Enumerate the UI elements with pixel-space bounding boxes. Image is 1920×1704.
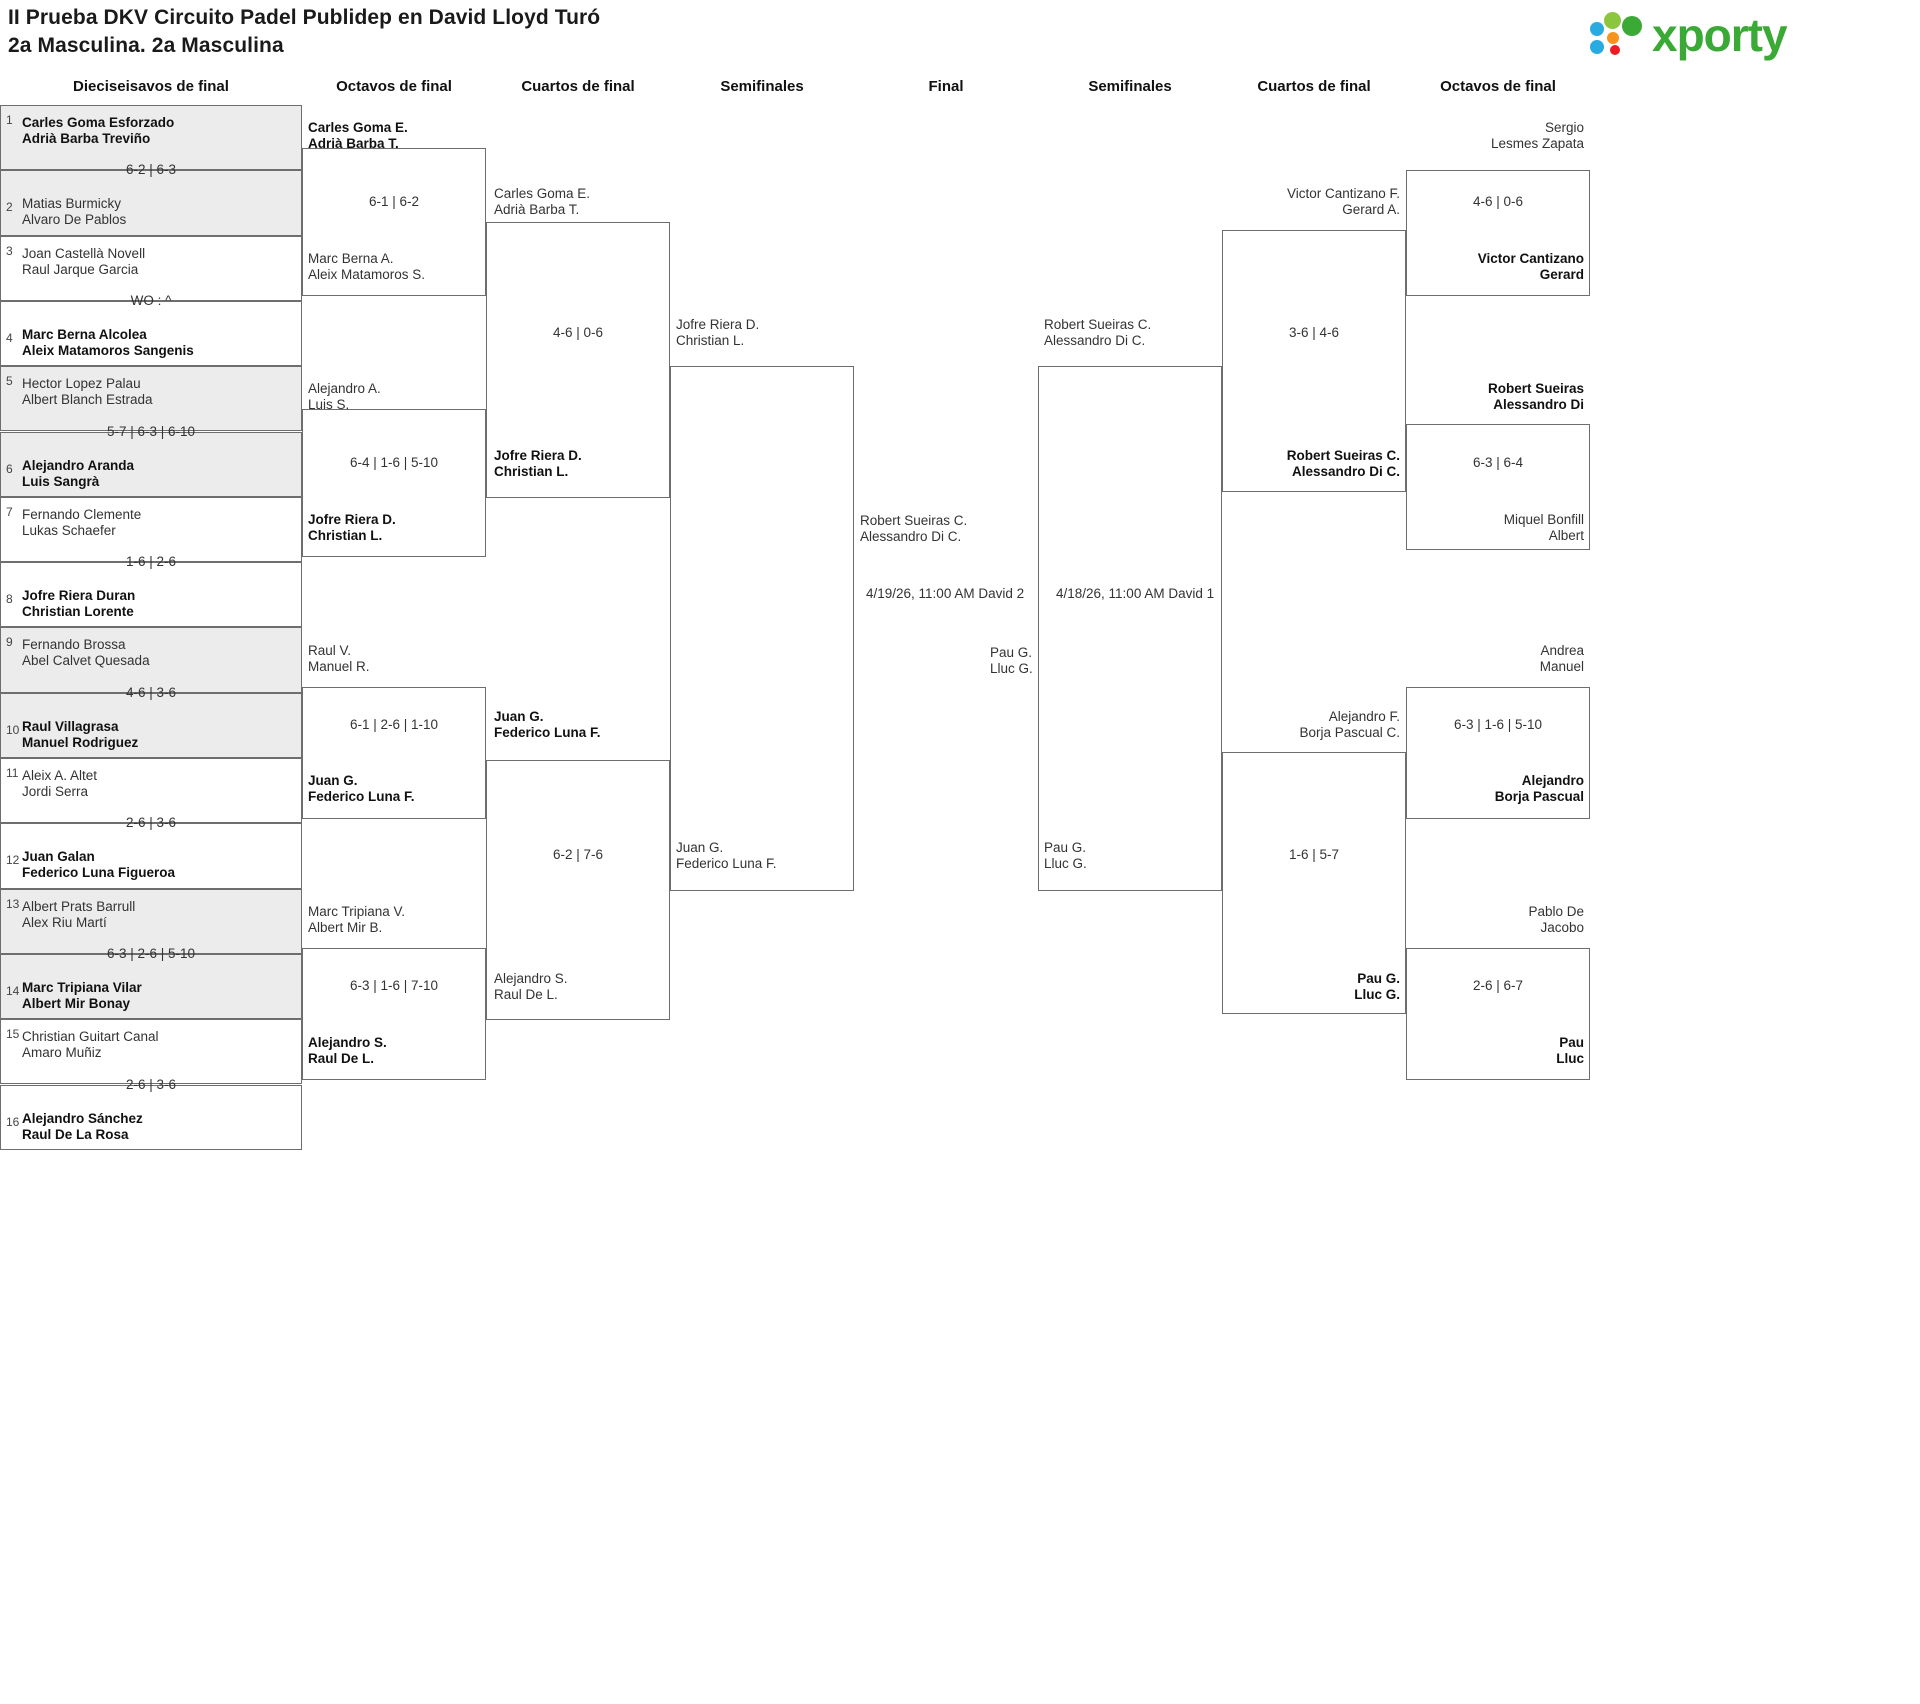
r3-player1-4: Alejandro S.: [494, 971, 568, 986]
right-r2-score-4: 2-6 | 6-7: [1472, 978, 1524, 993]
seed-player1-1: Carles Goma Esforzado: [22, 115, 175, 130]
r2-player1-7: Marc Tripiana V.: [308, 904, 406, 919]
page-subtitle: 2a Masculina. 2a Masculina: [8, 34, 284, 57]
r2-player2-7: Albert Mir B.: [308, 920, 383, 935]
seed-player1-6: Alejandro Aranda: [22, 457, 135, 473]
right-r2-team-1: [1406, 120, 1584, 152]
logo-wordmark: xporty: [1652, 9, 1787, 61]
seed-player1-13: Albert Prats Barrull: [22, 898, 136, 914]
seed-player2-9: Abel Calvet Quesada: [22, 653, 150, 669]
seed-player1-2: Matias Burmicky: [22, 196, 122, 212]
right-r3-team-1: [1222, 186, 1400, 218]
r1-score-6: 2-6 | 3-6: [125, 815, 177, 831]
r3-team-2: [494, 448, 582, 480]
right-r2-player2-1: Lesmes Zapata: [1490, 136, 1584, 151]
final-right-player1: Pau G.: [990, 645, 1033, 660]
seed-team-8: [22, 588, 135, 620]
seed-player2-10: Manuel Rodriguez: [22, 734, 139, 750]
right-r4-team-2: [1044, 840, 1087, 872]
final-right-team: [990, 645, 1033, 677]
r2-player1-5: Raul V.: [308, 643, 352, 658]
r3-score-1: 4-6 | 0-6: [552, 325, 604, 340]
seed-player1-5: Hector Lopez Palau: [22, 376, 141, 392]
right-r3-player2-2: Alessandro Di C.: [1291, 464, 1400, 479]
r2-player2-8: Raul De L.: [308, 1051, 375, 1066]
r2-score-4: 6-3 | 1-6 | 7-10: [349, 978, 439, 993]
round-header-2: Cuartos de final: [521, 78, 635, 95]
seed-player2-3: Raul Jarque Garcia: [22, 261, 139, 277]
r2-team-2: [308, 251, 425, 283]
seed-number-1: 1: [6, 113, 13, 127]
r3-team-1: [494, 186, 590, 218]
right-r3-team-2: [1222, 448, 1400, 480]
r2-team-5: [308, 643, 370, 675]
r4-connector-left: [670, 366, 854, 891]
right-r2-team-3: [1406, 381, 1584, 413]
r1-score-4: 1-6 | 2-6: [125, 554, 177, 570]
r3-player2-2: Christian L.: [494, 464, 569, 479]
r3-team-3: [494, 709, 601, 741]
round-header-7: Octavos de final: [1440, 78, 1556, 95]
seed-number-8: 8: [6, 592, 13, 607]
r2-player2-4: Christian L.: [308, 528, 383, 543]
seed-player2-13: Alex Riu Martí: [22, 914, 107, 930]
seed-player1-10: Raul Villagrasa: [22, 718, 119, 734]
seed-number-15: 15: [6, 1027, 20, 1042]
final-left-player1: Robert Sueiras C.: [860, 513, 968, 528]
r1-score-3: 5-7 | 6-3 | 6-10: [106, 423, 196, 439]
seed-player1-3: Joan Castellà Novell: [22, 245, 146, 261]
r1-score-7: 6-3 | 2-6 | 5-10: [106, 945, 196, 961]
r2-score-2: 6-4 | 1-6 | 5-10: [349, 455, 439, 470]
seed-number-6: 6: [6, 461, 13, 476]
right-r2-player2-6: Borja Pascual: [1494, 789, 1584, 804]
right-r3-team-4: [1222, 971, 1400, 1003]
right-r3-player1-1: Victor Cantizano F.: [1286, 186, 1400, 201]
r2-score-1: 6-1 | 6-2: [368, 194, 420, 209]
seed-team-13: [22, 899, 135, 931]
right-r4-player1-1: Robert Sueiras C.: [1044, 317, 1152, 332]
seed-team-7: [22, 507, 141, 539]
right-r2-team-2: [1406, 251, 1584, 283]
seed-team-6: [22, 458, 134, 490]
right-r2-player1-1: Sergio: [1544, 120, 1584, 135]
r2-score-3: 6-1 | 2-6 | 1-10: [349, 717, 439, 732]
seed-number-11: 11: [6, 766, 19, 780]
r2-player1-1: Carles Goma E.: [308, 120, 408, 135]
r1-score-2: WO : ^: [130, 292, 172, 308]
round-header-4: Final: [928, 78, 964, 95]
seed-team-3: [22, 246, 145, 278]
round-header-6: Cuartos de final: [1257, 78, 1371, 95]
final-left-player2: Alessandro Di C.: [860, 529, 962, 544]
seed-player1-14: Marc Tripiana Vilar: [22, 979, 142, 995]
right-r2-team-6: [1406, 773, 1584, 805]
right-r2-team-5: [1406, 643, 1584, 675]
seed-number-13: 13: [6, 896, 20, 911]
r4-team-2: [676, 840, 777, 872]
seed-number-7: 7: [6, 504, 13, 519]
right-r3-score-2: 1-6 | 5-7: [1288, 847, 1340, 862]
final-right-date: 4/18/26, 11:00 AM David 1: [1056, 586, 1215, 601]
r3-player2-4: Raul De L.: [494, 987, 558, 1002]
right-r3-team-3: [1222, 709, 1400, 741]
r2-player1-4: Jofre Riera D.: [308, 512, 396, 527]
right-r2-player1-2: Victor Cantizano: [1477, 251, 1584, 266]
right-r3-player1-4: Pau G.: [1357, 971, 1400, 986]
r4-team-1: [676, 317, 759, 349]
seed-player2-14: Albert Mir Bonay: [22, 995, 131, 1011]
seed-player1-9: Fernando Brossa: [22, 637, 126, 653]
seed-player2-1: Adrià Barba Treviño: [22, 131, 151, 146]
r2-team-4: [308, 512, 396, 544]
right-r2-score-2: 6-3 | 6-4: [1472, 455, 1524, 470]
seed-number-5: 5: [6, 374, 13, 389]
right-r2-team-7: [1406, 904, 1584, 936]
right-r2-player2-7: Jacobo: [1540, 920, 1584, 935]
r2-team-7: [308, 904, 405, 936]
right-r2-player1-4: Miquel Bonfill: [1503, 512, 1584, 527]
seed-player2-8: Christian Lorente: [22, 604, 134, 620]
seed-player1-11: Aleix A. Altet: [22, 768, 98, 783]
seed-number-10: 10: [6, 722, 20, 737]
round-header-5: Semifinales: [1088, 78, 1172, 95]
page-title: II Prueba DKV Circuito Padel Publidep en David Lloyd Turó: [8, 6, 601, 29]
r4-player2-2: Federico Luna F.: [676, 856, 777, 871]
right-r3-score-1: 3-6 | 4-6: [1288, 325, 1340, 340]
seed-player1-7: Fernando Clemente: [22, 506, 142, 522]
right-r2-player2-8: Lluc: [1556, 1051, 1584, 1066]
seed-player2-12: Federico Luna Figueroa: [22, 865, 176, 881]
seed-player2-11: Jordi Serra: [22, 784, 89, 799]
r2-player1-6: Juan G.: [308, 773, 358, 788]
right-r2-player1-6: Alejandro: [1521, 773, 1584, 788]
seed-number-14: 14: [6, 983, 20, 998]
r3-player2-3: Federico Luna F.: [494, 725, 601, 740]
seed-player2-16: Raul De La Rosa: [22, 1126, 129, 1142]
round-header-3: Semifinales: [720, 78, 804, 95]
seed-team-16: [22, 1111, 143, 1143]
r3-player1-1: Carles Goma E.: [494, 186, 591, 201]
r2-player2-2: Aleix Matamoros S.: [308, 267, 426, 282]
seed-team-4: [22, 327, 194, 359]
right-r3-player1-2: Robert Sueiras C.: [1286, 448, 1400, 463]
r3-player2-1: Adrià Barba T.: [494, 202, 580, 217]
r3-player1-3: Juan G.: [494, 709, 544, 724]
final-left-team: [860, 513, 967, 545]
r2-player1-8: Alejandro S.: [308, 1035, 387, 1050]
right-r2-player2-5: Manuel: [1539, 659, 1584, 674]
r2-player2-3: Luis S.: [308, 397, 350, 412]
r4-player1-2: Juan G.: [676, 840, 724, 855]
r2-player2-1: Adrià Barba T.: [308, 136, 399, 151]
r2-team-8: [308, 1035, 387, 1067]
final-left-date: 4/19/26, 11:00 AM David 2: [866, 586, 1025, 601]
seed-player2-6: Luis Sangrà: [22, 473, 100, 489]
seed-number-2: 2: [6, 200, 13, 215]
r2-player2-5: Manuel R.: [308, 659, 370, 674]
r3-player1-2: Jofre Riera D.: [494, 448, 582, 463]
right-r3-player2-3: Borja Pascual C.: [1299, 725, 1400, 740]
seed-team-10: [22, 719, 138, 751]
seed-team-2: [22, 196, 126, 228]
right-r3-player2-4: Lluc G.: [1354, 987, 1400, 1002]
seed-team-14: [22, 980, 142, 1012]
right-r4-player1-2: Pau G.: [1044, 840, 1087, 855]
r3-team-4: [494, 971, 568, 1003]
r2-player1-3: Alejandro A.: [308, 381, 381, 396]
seed-player1-16: Alejandro Sánchez: [22, 1110, 143, 1126]
seed-number-9: 9: [6, 635, 13, 650]
right-r2-player1-7: Pablo De: [1528, 904, 1584, 919]
right-r2-score-1: 4-6 | 0-6: [1472, 194, 1524, 209]
r2-team-3: [308, 381, 381, 413]
seed-number-12: 12: [6, 853, 20, 868]
r1-score-5: 4-6 | 3-6: [125, 684, 177, 700]
logo-dots-icon: [1590, 12, 1646, 56]
right-r2-player2-2: Gerard: [1539, 267, 1584, 282]
final-right-player2: Lluc G.: [990, 661, 1033, 676]
right-r3-player2-1: Gerard A.: [1342, 202, 1400, 217]
seed-team-11: [22, 768, 97, 800]
r2-team-6: [308, 773, 415, 805]
seed-player2-15: Amaro Muñiz: [22, 1045, 102, 1061]
seed-player2-2: Alvaro De Pablos: [22, 212, 127, 228]
seed-team-5: [22, 376, 153, 408]
seed-player2-4: Aleix Matamoros Sangenis: [22, 342, 194, 358]
seed-number-4: 4: [6, 330, 13, 345]
r4-connector-right: [1038, 366, 1222, 891]
right-r2-player2-3: Alessandro Di: [1493, 397, 1584, 412]
r4-player2-1: Christian L.: [676, 333, 745, 348]
r2-team-1: [308, 120, 408, 152]
right-r2-team-4: [1406, 512, 1584, 544]
right-r4-player2-1: Alessandro Di C.: [1044, 333, 1146, 348]
xporty-logo: [1590, 6, 1920, 62]
seed-player1-15: Christian Guitart Canal: [22, 1029, 159, 1045]
r2-player1-2: Marc Berna A.: [308, 251, 394, 266]
seed-team-12: [22, 849, 175, 881]
seed-team-9: [22, 637, 150, 669]
right-r2-player1-5: Andrea: [1540, 643, 1584, 658]
r2-player2-6: Federico Luna F.: [308, 789, 415, 804]
right-r2-team-8: [1406, 1035, 1584, 1067]
right-r2-player2-4: Albert: [1548, 528, 1584, 543]
right-r2-player1-8: Pau: [1559, 1035, 1584, 1050]
seed-number-16: 16: [6, 1114, 20, 1129]
seed-player1-4: Marc Berna Alcolea: [22, 326, 147, 342]
right-r4-team-1: [1044, 317, 1151, 349]
right-r2-player1-3: Robert Sueiras: [1487, 381, 1584, 396]
r1-score-1: 6-2 | 6-3: [125, 162, 177, 178]
seed-player1-8: Jofre Riera Duran: [22, 588, 136, 604]
seed-player2-5: Albert Blanch Estrada: [22, 392, 153, 408]
seed-number-3: 3: [6, 243, 13, 258]
round-header-0: Dieciseisavos de final: [73, 78, 229, 95]
round-header-1: Octavos de final: [336, 78, 452, 95]
r1-score-8: 2-6 | 3-6: [125, 1076, 177, 1092]
seed-player1-12: Juan Galan: [22, 849, 95, 865]
seed-player2-7: Lukas Schaefer: [22, 522, 116, 538]
seed-team-15: [22, 1029, 159, 1061]
seed-team-1: [22, 115, 174, 147]
right-r2-score-3: 6-3 | 1-6 | 5-10: [1453, 717, 1543, 732]
page-header: [8, 4, 600, 60]
right-r3-player1-3: Alejandro F.: [1328, 709, 1400, 724]
right-r4-player2-2: Lluc G.: [1044, 856, 1087, 871]
r3-score-2: 6-2 | 7-6: [552, 847, 604, 862]
r4-player1-1: Jofre Riera D.: [676, 317, 760, 332]
